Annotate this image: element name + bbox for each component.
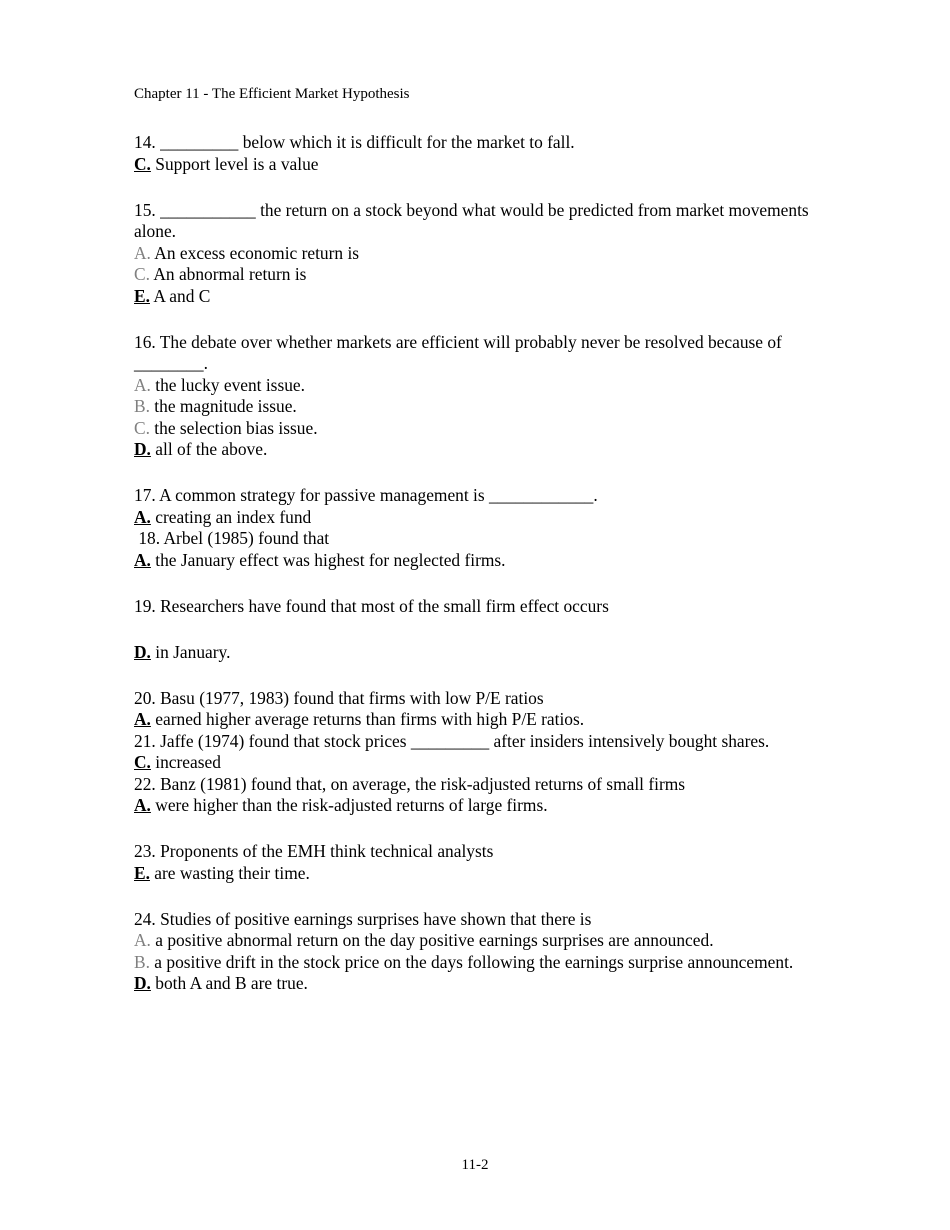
answer-text: are wasting their time. [149,862,310,883]
answer-letter: A. [134,930,151,950]
answer-letter: A. [134,506,151,527]
answer-option [134,507,834,529]
answer-text: the selection bias issue. [149,417,318,438]
answer-letter: C. [134,752,151,772]
question-24 [134,909,834,995]
answer-text: earned higher average returns than firms with high P/E ratios. [150,709,585,729]
question-stem: 14. _________ below which it is difficult for the market to fall. [134,132,575,152]
answer-text: in January. [150,641,231,662]
answer-text: Support level is a value [150,153,319,174]
question-14 [134,132,834,175]
question-list [134,132,834,995]
page-header: Chapter 11 - The Efficient Market Hypothesis [134,86,410,102]
answer-option [134,154,834,176]
answer-letter: A. [134,709,151,729]
answer-option [134,642,834,664]
question-stem: 22. Banz (1981) found that, on average, the risk-adjusted returns of small firms [134,773,686,794]
answer-option [134,375,834,397]
answer-letter: A. [134,374,151,395]
answer-option [134,973,834,995]
answer-option [134,264,834,286]
question-stem: 20. Basu (1977, 1983) found that firms with low P/E ratios [134,687,544,708]
answer-text: creating an index fund [150,506,312,527]
answer-letter: C. [134,153,151,174]
answer-option [134,418,834,440]
question-19 [134,596,834,664]
page-number: 11-2 [461,1157,489,1173]
answer-letter: A. [134,242,151,263]
question-stem: 24. Studies of positive earnings surprises have shown that there is [134,908,592,929]
answer-option [134,243,834,265]
answer-letter: A. [134,795,151,815]
question-stem: 15. ___________ the return on a stock beyond what would be predicted from market movements alone. [134,199,809,241]
question-21 [134,731,834,774]
answer-text: a positive abnormal return on the day positive earnings surprises are announced. [150,930,714,950]
answer-letter: D. [134,973,151,993]
answer-text: the magnitude issue. [149,396,297,416]
question-18 [134,528,834,571]
question-stem: 16. The debate over whether markets are efficient will probably never be resolved because of ________. [134,331,782,373]
answer-text: a positive drift in the stock price on the days following the earnings surprise announcement. [149,951,794,972]
answer-text: An abnormal return is [149,264,307,284]
answer-option [134,439,834,461]
answer-text: An excess economic return is [150,242,360,263]
answer-text: were higher than the risk-adjusted returns of large firms. [150,795,548,815]
answer-option [134,863,834,885]
answer-text: A and C [149,285,211,306]
answer-letter: A. [134,549,151,570]
answer-text: all of the above. [150,439,268,459]
answer-letter: C. [134,264,150,284]
answer-letter: E. [134,862,150,883]
question-stem: 21. Jaffe (1974) found that stock prices _________ after insiders intensively bought shares. [134,730,770,751]
question-16 [134,332,834,461]
answer-letter: C. [134,417,150,438]
answer-text: the lucky event issue. [150,374,305,395]
question-15 [134,200,834,308]
answer-text: both A and B are true. [150,973,308,993]
question-stem: 18. Arbel (1985) found that [134,528,330,548]
answer-option [134,550,834,572]
answer-option [134,709,834,731]
question-stem: 23. Proponents of the EMH think technical analysts [134,841,494,861]
answer-option [134,396,834,418]
answer-text: increased [150,752,221,772]
answer-letter: D. [134,439,151,459]
question-stem: 17. A common strategy for passive management is ____________. [134,485,598,505]
answer-letter: E. [134,285,150,306]
question-17 [134,485,834,528]
question-stem: 19. Researchers have found that most of the small firm effect occurs [134,595,609,616]
question-22 [134,774,834,817]
answer-option [134,930,834,952]
answer-text: the January effect was highest for neglected firms. [150,549,506,570]
answer-letter: B. [134,951,150,972]
answer-option [134,752,834,774]
answer-option [134,286,834,308]
answer-letter: D. [134,641,151,662]
answer-option [134,795,834,817]
answer-option [134,952,834,974]
answer-letter: B. [134,396,150,416]
question-20 [134,688,834,731]
question-23 [134,841,834,884]
